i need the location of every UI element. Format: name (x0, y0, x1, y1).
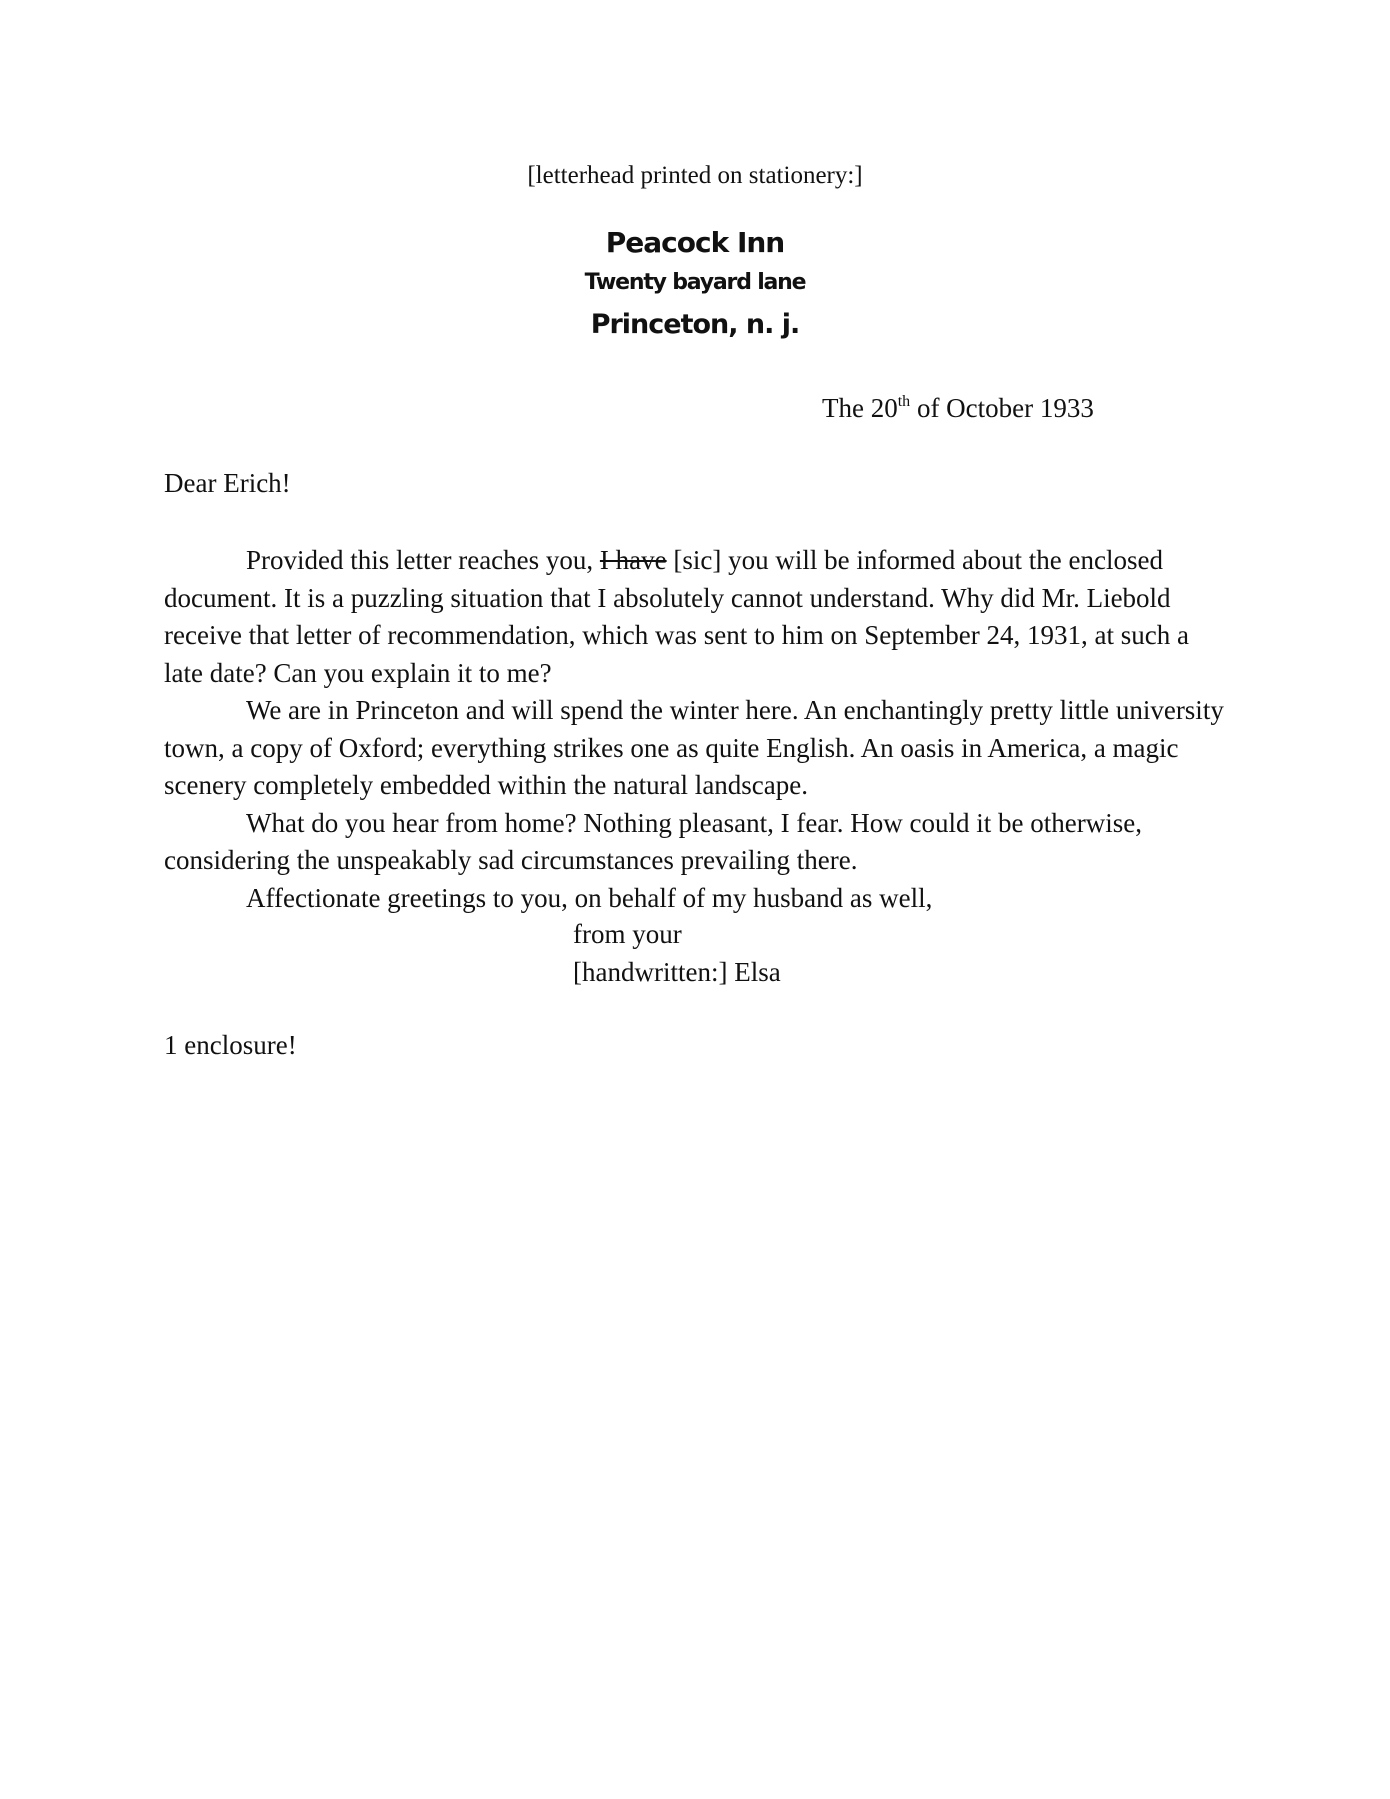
struck-text: I have (599, 545, 667, 575)
paragraph-1 (164, 542, 1234, 692)
letter-body (164, 542, 1234, 917)
paragraph-3: What do you hear from home? Nothing pleasant, I fear. How could it be otherwise, considering the unspeakably sad circumstances prevailing there. (164, 807, 1142, 875)
letterhead-note: [letterhead printed on stationery:] (527, 162, 863, 189)
paragraph-4: Affectionate greetings to you, on behalf of my husband as well, (246, 882, 933, 913)
enclosure-note: 1 enclosure! (164, 1030, 297, 1060)
date-ordinal-suffix: th (897, 393, 911, 410)
letterhead-name: Peacock Inn (605, 226, 785, 259)
closing (573, 916, 781, 991)
p1-end: [sic] you will be informed about the enclosed document. It is a puzzling situation that I absolutely cannot understand. Why did Mr. Liebold receive that letter of recommendation, which was sent to him on September 24, 1931, at such a late date? Can you explain it to me? (164, 545, 1189, 688)
paragraph-2: We are in Princeton and will spend the winter here. An enchantingly pretty little university town, a copy of Oxford; everything strikes one as quite English. An oasis in America, a magic scenery completely embedded within the natural landscape. (164, 695, 1224, 800)
letter-date (822, 393, 1094, 424)
salutation: Dear Erich! (164, 468, 291, 498)
date-rest: of October 1933 (910, 393, 1094, 423)
closing-signature: [handwritten:] Elsa (573, 956, 781, 987)
closing-line-1: from your (573, 919, 682, 949)
letterhead-street: Twenty bayard lane (584, 270, 806, 295)
letterhead-city: Princeton, n. j. (590, 309, 800, 340)
p1-start: Provided this letter reaches you, (246, 545, 600, 575)
date-prefix: The 20 (822, 393, 898, 423)
